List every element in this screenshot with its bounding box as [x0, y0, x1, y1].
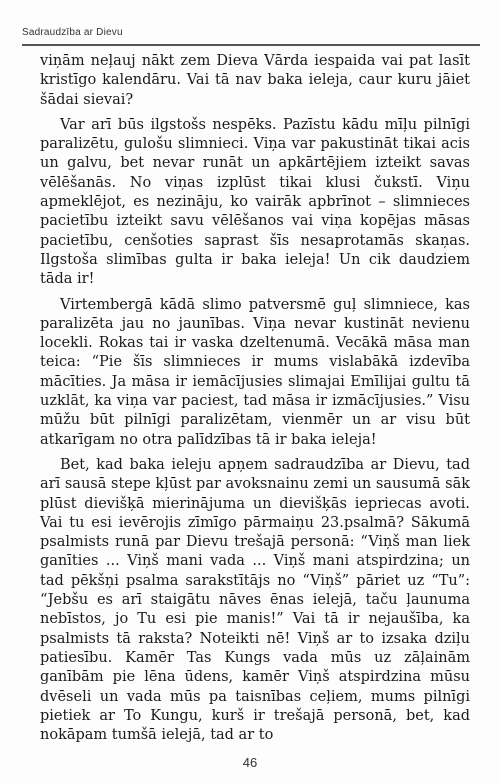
body-text	[40, 52, 470, 751]
header-rule	[22, 44, 480, 46]
running-header: Sadraudzība ar Dievu	[22, 27, 123, 38]
paragraph: Bet, kad baka ieleju apņem sadraudzība ar Dievu, tad arī sausā stepe kļūst par avoksnainu zemi un sausumā sāk plūst dievišķā mierinājuma un dievišķās iepriecas avoti. Vai tu esi ievērojis zīmīgo pārmaiņu 23.psalmā? Sākumā psalmists runā par Dievu trešajā personā: “Viņš man liek ganīties ... Viņš mani vada ... Viņš mani atspirdzina; un tad pēkšņi psalma sarakstītājs no “Viņš” pāriet uz “Tu”: “Jebšu es arī staigātu nāves ēnas ielejā, taču ļaunuma nebīstos, jo Tu esi pie manis!” Vai tā ir nejaušība, ka psalmists tā raksta? Noteikti nē! Viņš ar to izsaka dziļu patiesību. Kamēr Tas Kungs vada mūs uz zāļainām ganībām pie lēna ūdens, kamēr Viņš atspirdzina mūsu dvēseli un vada mūs pa taisnības ceļiem, mums pilnīgi pietiek ar To Kungu, kurš ir trešajā personā, bet, kad nokāpam tumšā ielejā, tad ar to	[40, 456, 470, 744]
paragraph-continued: viņām neļauj nākt zem Dieva Vārda iespaida vai pat lasīt kristīgo kalendāru. Vai tā nav baka ieleja, caur kuru jāiet šādai sievai?	[40, 53, 470, 108]
page-number: 46	[242, 755, 258, 770]
paragraph: Var arī būs ilgstošs nespēks. Pazīstu kādu mīļu pilnīgi paralizētu, gulošu slimnieci. Viņa var pakustināt tikai acis un galvu, bet nevar runāt un apkārtējiem izteikt savas vēlēšanās. No viņas izplūst tikai klusi čukstī. Viņu apmeklējot, es nezināju, ko vairāk apbrīnot – slimnieces pacietību izteikt savu vēlēšanos vai viņa kopējas māsas pacietību, cenšoties saprast šīs nesaprotamās skaņas. Ilgstoša slimības gulta ir baka ieleja! Un cik daudziem tāda ir!	[40, 116, 470, 288]
paragraph: Virtembergā kādā slimo patversmē guļ slimniece, kas paralizēta jau no jaunības. Viņa nevar kustināt nevienu locekli. Rokas tai ir vaska dzeltenumā. Vecākā māsa man teica: “Pie šīs slimnieces ir mums vislabākā izdevība mācīties. Ja māsa ir iemācījusies slimajai Emīlijai gultu tā uzklāt, ka viņa var paciest, tad māsa ir izmācījusies.” Visu mūžu būt pilnīgi paralizētam, vienmēr un ar visu būt atkarīgam no otra palīdzības tā ir baka ieleja!	[40, 296, 470, 448]
